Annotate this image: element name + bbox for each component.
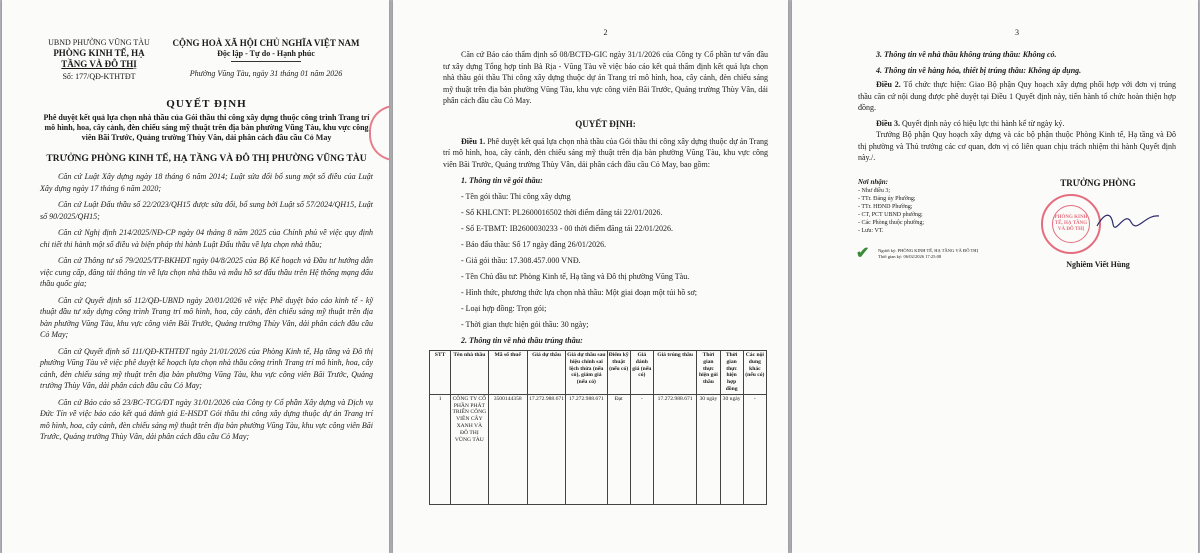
- cell: 3500144358: [488, 394, 527, 504]
- recital: Căn cứ Quyết định số 111/QĐ-KTHTĐT ngày 21/01/2026 của Phòng Kinh tế, Hạ tầng và Đô thị phường Vũng Tàu về việc phê duyệt kế hoạch lựa chọn nhà thầu công trình Trang trí mô hình, hoa, cây cảnh, đèn chiếu sáng mỹ thuật trên địa bàn phường Vũng Tàu, khu vực công viên Bãi Trước, Quảng trường Thùy Vân, dải phân cách đầu cầu Cỏ May;: [40, 346, 373, 390]
- cell: 17.272.988.671: [566, 394, 607, 504]
- decision-heading: QUYẾT ĐỊNH:: [575, 118, 636, 129]
- section-1-title: 1. Thông tin về gói thầu:: [461, 176, 543, 185]
- section-2-title: 2. Thông tin về nhà thầu trúng thầu:: [461, 336, 583, 345]
- package-info-item: - Loại hợp đồng: Trọn gói;: [461, 304, 547, 313]
- recital: Căn cứ Luật Đấu thầu số 22/2023/QH15 được sửa đổi, bổ sung bởi Luật số 57/2024/QH15, Luật số 90/2025/QH15;: [40, 200, 373, 221]
- page-number: 3: [1015, 28, 1019, 37]
- document-page-2: [393, 0, 788, 553]
- package-info-item: - Giá gói thầu: 17.308.457.000 VNĐ.: [461, 256, 581, 265]
- nation-name: CỘNG HOÀ XÃ HỘI CHỦ NGHĨA VIỆT NAM: [172, 38, 360, 48]
- package-info-item: - Thời gian thực hiện gói thầu: 30 ngày;: [461, 320, 589, 329]
- cell: 30 ngày: [697, 394, 720, 504]
- package-info-list: [443, 191, 768, 330]
- package-info-item: - Báo đấu thầu: Số 17 ngày đăng 26/01/2026.: [461, 240, 607, 249]
- item-4: 4. Thông tin về hàng hóa, thiết bị trúng thầu: Không áp dụng.: [876, 66, 1082, 75]
- recipient-item: - Lưu: VT.: [858, 227, 884, 234]
- article-2-label: Điều 2.: [876, 80, 901, 89]
- issuing-authority: TRƯỞNG PHÒNG KINH TẾ, HẠ TẦNG VÀ ĐÔ THỊ PHƯỜNG VŨNG TÀU: [46, 154, 367, 164]
- motto-underline: [231, 61, 301, 62]
- recital: Căn cứ Thông tư số 79/2025/TT-BKHĐT ngày 04/8/2025 của Bộ Kế hoạch và Đầu tư hướng dẫn việc cung cấp, đăng tải thông tin về lựa chọn nhà thầu và mẫu hồ sơ đấu thầu trên Hệ thống mạng đấu thầu quốc gia;: [40, 256, 373, 288]
- recipient-item: - Như điều 3;: [858, 187, 891, 194]
- article-3-label: Điều 3.: [876, 118, 900, 128]
- place-date: Phường Vũng Tàu, ngày 31 tháng 01 năm 2026: [189, 69, 343, 78]
- agency-name-2: TẦNG VÀ ĐÔ THỊ: [61, 59, 137, 69]
- signer-name: Nghiêm Viết Hùng: [1066, 259, 1130, 269]
- recital-continued: Căn cứ Báo cáo thẩm định số 08/BCTĐ-GIC ngày 31/1/2026 của Công ty Cổ phần tư vấn đầu tư xây dựng Tổng hợp tỉnh Bà Rịa - Vũng Tàu về việc báo cáo kết quả thẩm định kết quả lựa chọn nhà thầu gói thầu Thi công xây dựng thuộc dự án Trang trí mô hình, hoa, cây cảnh, đèn chiếu sáng mỹ thuật trên địa bàn phường Vũng Tàu, khu vực công viên Bãi Trước, Quảng trường Thùy Vân, dải phân cách đầu cầu Cỏ May.: [443, 50, 768, 105]
- digital-signer: Người ký: PHÒNG KINH TẾ, HẠ TẦNG VÀ ĐÔ THỊ: [878, 247, 978, 253]
- header-row: [40, 38, 373, 82]
- digital-signature-box: [858, 243, 978, 269]
- article-3-continued: Trưởng Bộ phận Quy hoạch xây dựng và các bộ phận thuộc Phòng Kinh tế, Hạ tầng và Đô thị phường và Thủ trưởng các cơ quan, đơn vị có liên quan chịu trách nhiệm thi hành Quyết định này./.: [858, 130, 1176, 162]
- recipient-item: - Các Phòng thuộc phường;: [858, 219, 925, 226]
- recipient-item: - TTr. HĐND Phường;: [858, 203, 913, 210]
- article-2: [858, 79, 1176, 114]
- package-info-item: - Tên gói thầu: Thi công xây dựng: [461, 192, 571, 201]
- agency-name-1: PHÒNG KINH TẾ, HẠ: [53, 48, 145, 58]
- col-header: Các nội dung khác (nếu có): [743, 351, 766, 395]
- doc-number: Số: 177/QĐ-KTHTĐT: [62, 72, 136, 81]
- article-1-label: Điều 1.: [461, 136, 486, 146]
- col-header: STT: [430, 351, 451, 395]
- recital: Căn cứ Báo cáo số 23/BC-TCG/ĐT ngày 31/01/2026 của Công ty Cổ phần Xây dựng và Dịch vụ Đức Tín về việc báo cáo kết quả đánh giá E-HSDT Gói thầu thi công xây dựng thuộc dự án Trang trí mô hình, hoa, cây cảnh, đèn chiếu sáng mỹ thuật trên địa bàn phường Vũng Tàu, khu vực công viên Bãi Trước, Quảng trường Thùy Vân, dải phân cách đầu cầu Cỏ May;: [40, 397, 373, 441]
- recital: Căn cứ Quyết định số 112/QĐ-UBND ngày 20/01/2026 về việc Phê duyệt báo cáo kinh tế - kỹ thuật đầu tư xây dựng công trình Trang trí mô hình, hoa, cây cảnh, đèn chiếu sáng mỹ thuật trên địa bàn phường Vũng Tàu, khu vực công viên Bãi Trước, Quảng trường Thùy Vân, dải phân cách đầu cầu Cỏ May;: [40, 295, 373, 339]
- package-info-item: - Tên Chủ đầu tư: Phòng Kinh tế, Hạ tầng và Đô thị phường Vũng Tàu.: [461, 272, 690, 281]
- doc-title: QUYẾT ĐỊNH: [166, 98, 247, 110]
- article-1-text: Phê duyệt kết quả lựa chọn nhà thầu của Gói thầu thi công xây dựng thuộc dự án Trang trí mô hình, hoa, cây cảnh, đèn chiếu sáng mỹ thuật trên địa bàn phường Vũng Tàu, khu vực công viên Bãi Trước, Quảng trường Thùy Vân, dải phân cách đầu cầu Cỏ May, bao gồm:: [443, 136, 768, 169]
- col-header: Điểm kỹ thuật (nếu có): [607, 351, 630, 395]
- document-page-3: [792, 0, 1198, 553]
- article-3: [858, 118, 1176, 130]
- cell: 1: [430, 394, 451, 504]
- table-header-row: [430, 351, 767, 395]
- col-header: Thời gian thực hiện gói thầu: [697, 351, 720, 395]
- motto: Độc lập - Tự do - Hạnh phúc: [217, 49, 315, 58]
- recipient-item: - TTr. Đảng ủy Phường;: [858, 195, 916, 202]
- col-header: Thời gian thực hiện hợp đồng: [720, 351, 743, 395]
- cell: CÔNG TY CỔ PHẦN PHÁT TRIỂN CÔNG VIÊN CÂY XANH VÀ ĐÔ THỊ VŨNG TÀU: [451, 394, 488, 504]
- checkmark-icon: ✔: [856, 244, 870, 262]
- package-info-item: - Số KHLCNT: PL2600016502 thời điểm đăng tải 22/01/2026.: [461, 208, 663, 217]
- cell: -: [743, 394, 766, 504]
- signature-area: [858, 178, 1176, 308]
- doc-subject: Phê duyệt kết quả lựa chọn nhà thầu của Gói thầu thi công xây dựng thuộc công trình Trang trí mô hình, hoa, cây cảnh, đèn chiếu sáng mỹ thuật trên địa bàn phường Vũng Tàu, khu vực công viên Bãi Trước, Quảng trường Thùy Vân, dải phân cách đầu cầu Cỏ May: [43, 113, 370, 142]
- official-seal: [1041, 194, 1101, 254]
- recital: Căn cứ Luật Xây dựng ngày 18 tháng 6 năm 2014; Luật sửa đổi bổ sung một số điều của Luật Xây dựng ngày 17 tháng 6 năm 2020;: [40, 172, 373, 193]
- nation-block: [159, 38, 373, 82]
- item-3: 3. Thông tin về nhà thầu không trúng thầu: Không có.: [876, 50, 1057, 59]
- recipient-item: - CT, PCT UBND phường;: [858, 211, 923, 218]
- cell: 17.272.988.671: [527, 394, 565, 504]
- recitals: [40, 171, 373, 443]
- document-page-1: [2, 0, 389, 553]
- package-info-item: - Số E-TBMT: IB2600030233 - 00 thời điểm đăng tải 22/01/2026.: [461, 224, 674, 233]
- seal-inner: PHÒNG KINH TẾ, HẠ TẦNG VÀ ĐÔ THỊ: [1052, 205, 1090, 243]
- article-1: [443, 136, 768, 171]
- package-info-item: - Hình thức, phương thức lựa chọn nhà thầu: Một giai đoạn một túi hồ sơ;: [461, 288, 697, 297]
- signer-block: [1023, 177, 1173, 269]
- cell: Đạt: [607, 394, 630, 504]
- cell: -: [630, 394, 653, 504]
- digital-signature-info: [878, 248, 988, 260]
- recital: Căn cứ Nghị định 214/2025/NĐ-CP ngày 04 tháng 8 năm 2025 của Chính phủ về việc quy định chi tiết thi hành một số điều và biện pháp thi hành Luật Đấu thầu về lựa chọn nhà thầu;: [40, 228, 373, 249]
- cell: 30 ngày: [720, 394, 743, 504]
- col-header: Tên nhà thầu: [451, 351, 488, 395]
- signer-title: TRƯỞNG PHÒNG: [1060, 177, 1136, 188]
- cell: 17.272.988.671: [653, 394, 696, 504]
- recipients-block: [858, 178, 978, 269]
- col-header: Giá dự thầu sau hiệu chỉnh sai lệch thừa (nếu có), giảm giá (nếu có): [566, 351, 607, 395]
- digital-sign-time: Thời gian ký: 06/02/2026 17:25:08: [878, 253, 942, 259]
- table-row: [430, 394, 767, 504]
- col-header: Giá đánh giá (nếu có): [630, 351, 653, 395]
- col-header: Mã số thuế: [488, 351, 527, 395]
- winner-table: [429, 350, 767, 505]
- recipients-label: Nơi nhận:: [858, 177, 889, 186]
- page-number: 2: [603, 28, 608, 37]
- agency-parent: UBND PHƯỜNG VŨNG TÀU: [48, 38, 150, 47]
- handwritten-signature: [1093, 208, 1163, 232]
- col-header: Giá dự thầu: [527, 351, 565, 395]
- col-header: Giá trúng thầu: [653, 351, 696, 395]
- article-3-text: Quyết định này có hiệu lực thi hành kể từ ngày ký.: [902, 118, 1065, 128]
- agency-block: [40, 38, 158, 82]
- article-2-text: Tổ chức thực hiện: Giao Bộ phận Quy hoạch xây dựng phối hợp với đơn vị trúng thầu căn cứ nội dung được phê duyệt tại Điều 1 Quyết định này, tiến hành tổ chức hoàn thiện hợp đồng.: [858, 80, 1176, 112]
